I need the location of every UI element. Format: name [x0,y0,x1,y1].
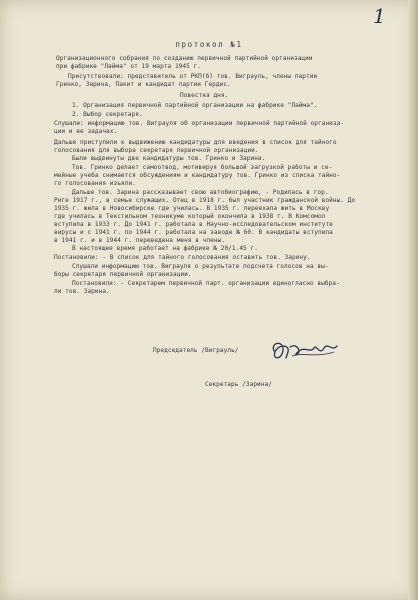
body-line: Риге 1917 г., в семье служащих. Отец в 1918 г. был участник гражданской войны. До [54,197,356,204]
body-line: Дальше приступили к выдвижению кандидатуры для введения в список для тайного [54,139,337,146]
body-line: мейные учеба снимается обсуждениям и кандидатуру тов. Гринко из списка тайно- [54,172,341,179]
body-line: ции и ее задачах. [54,128,118,135]
body-line: боры секретаря первичной организации. [54,271,192,278]
protocol-title: протокол №1 [175,40,243,49]
body-line: вступила в 1933 г. До 1941 г. работала в Научно-исследовательском институте [54,221,333,228]
page-edge [408,0,418,600]
chairman-line: Председатель /Виграуль/ [153,347,239,354]
body-line: 1935 г. жила в Новосибирске где училась. В 1935 г. переехала жить в Москву [54,205,330,212]
body-line: Постановили: - В список для тайного голосования оставить тов. Зарину. [54,254,311,261]
body-line: вирусы и с 1941 г. по 1944 г. работала на заводе № 60. В кандидаты вступила [54,229,333,236]
body-line: в 1941 г. и в 1944 г. переведена меня в члены. [54,237,226,244]
body-line: В настоящее время работает на фабрике № 20/1.45 г. [72,245,258,252]
header-line: при фабрике "Лайма" от 19 марта 1945 г. [56,63,202,70]
attendees-line: Гринко, Зарина, Пакит и кандидат партии Гердис. [56,81,231,88]
header-line: Организационного собрания по созданию первичной партийной организации [56,55,313,62]
agenda-item: 1. Организация первичной партийной организации на фабрике "Лайма". [72,102,318,109]
body-line: Слушали: информацию тов. Виграуля об организации первичной партийной организа- [54,120,345,127]
body-line: Слушали информацию тов. Виграуля о результате подсчета голосов на вы- [72,263,329,270]
attendees-line: Присутствовали: представитель от РКП(б) тов. Виграуль, члены партии [68,73,318,80]
body-line: го голосования изъяли. [54,180,136,187]
body-line: голосования для выбора секретаря первичной организации. [54,147,259,154]
chairman-signature [268,338,340,364]
secretary-line: Секретарь /Зарина/ [205,381,272,388]
body-line: где училась в Текстильном техникуме который окончила в 1938 г. В Комсомол [54,213,326,220]
agenda-heading: Повестка дня. [180,92,229,99]
page-number: 1 [373,4,386,28]
body-line: Тов. Гринко делает самоотвод, мотивируя большой загрузкой работы и се- [72,164,333,171]
agenda-item: 2. Выбор секретаря. [72,111,143,118]
body-line: ли тов. Зарина. [54,288,110,295]
body-line: Были выдвинуты две кандидатуры тов. Гринко и Зарина. [72,155,266,162]
body-line: Постановили: - Секретарем первичной парт. организации единогласно выбра- [72,280,340,287]
body-line: Дальше тов. Зарина рассказывает свою автобиографию, - Родилась в гор. [72,189,329,196]
